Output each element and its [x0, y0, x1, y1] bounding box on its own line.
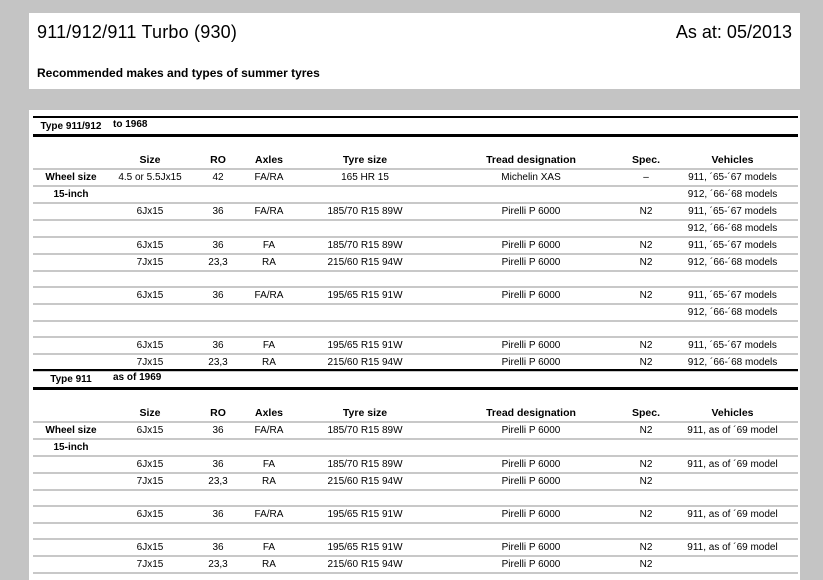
document-date: As at: 05/2013	[675, 22, 792, 42]
cell-ro: 23,3	[191, 355, 245, 372]
section-type-label: Type 911/912	[40, 121, 102, 132]
spacer-cell	[109, 491, 191, 507]
cell-spec	[625, 221, 667, 238]
cell-spec	[625, 187, 667, 204]
section-rule-bottom	[33, 387, 798, 390]
cell-spec: N2	[625, 238, 667, 255]
cell-size	[109, 187, 191, 204]
cell-size: 6Jx15	[109, 338, 191, 355]
cell-size: 7Jx15	[109, 255, 191, 272]
table-row	[33, 204, 798, 221]
cell-tread: Michelin XAS	[437, 170, 625, 187]
section-period-label: to 1968	[113, 119, 148, 130]
table-row	[33, 457, 798, 474]
cell-label	[33, 457, 109, 474]
section-type-label: Type 911	[50, 374, 92, 385]
cell-ro: 36	[191, 540, 245, 557]
spacer-cell	[293, 322, 437, 338]
cell-axles	[245, 221, 293, 238]
cell-size: 7Jx15	[109, 557, 191, 574]
spacer-cell	[245, 272, 293, 288]
column-header-tread-designation: Tread designation	[437, 406, 625, 423]
cell-ro: 36	[191, 457, 245, 474]
table-row	[33, 474, 798, 491]
cell-ro: 36	[191, 507, 245, 524]
cell-axles: FA/RA	[245, 170, 293, 187]
cell-vehicles: 912, ´66-´68 models	[667, 355, 798, 372]
column-header-size: Size	[109, 406, 191, 423]
cell-spec: N2	[625, 540, 667, 557]
tyre-table-page	[29, 110, 800, 580]
cell-spec	[625, 305, 667, 322]
column-header-spec: Spec.	[625, 406, 667, 423]
table-row	[33, 288, 798, 305]
cell-tread	[437, 440, 625, 457]
cell-label	[33, 540, 109, 557]
cell-ro: 23,3	[191, 474, 245, 491]
cell-spec: N2	[625, 557, 667, 574]
cell-label	[33, 507, 109, 524]
cell-size: 6Jx15	[109, 204, 191, 221]
cell-tread: Pirelli P 6000	[437, 423, 625, 440]
column-header-axles: Axles	[245, 406, 293, 423]
table-spacer-row	[33, 524, 798, 540]
cell-tyre	[293, 440, 437, 457]
cell-tyre: 185/70 R15 89W	[293, 423, 437, 440]
spacer-cell	[191, 524, 245, 540]
column-header-tyre-size: Tyre size	[293, 153, 437, 170]
cell-ro: 36	[191, 288, 245, 305]
cell-size: 6Jx15	[109, 507, 191, 524]
spacer-cell	[109, 524, 191, 540]
table-row	[33, 305, 798, 322]
cell-tread: Pirelli P 6000	[437, 355, 625, 372]
spacer-cell	[109, 322, 191, 338]
cell-label	[33, 338, 109, 355]
cell-axles: RA	[245, 355, 293, 372]
cell-ro	[191, 440, 245, 457]
column-header-axles: Axles	[245, 153, 293, 170]
column-header-ro: RO	[191, 406, 245, 423]
cell-vehicles: 911, ´65-´67 models	[667, 338, 798, 355]
spacer-cell	[667, 322, 798, 338]
spacer-cell	[625, 491, 667, 507]
document-subtitle: Recommended makes and types of summer tyres	[37, 66, 320, 80]
table-row	[33, 540, 798, 557]
cell-size: 7Jx15	[109, 474, 191, 491]
tyre-table	[33, 153, 798, 372]
cell-vehicles: 912, ´66-´68 models	[667, 305, 798, 322]
cell-size: 7Jx15	[109, 355, 191, 372]
spacer-cell	[33, 524, 109, 540]
spacer-cell	[625, 272, 667, 288]
cell-label: 15-inch	[33, 187, 109, 204]
column-header-vehicles: Vehicles	[667, 406, 798, 423]
spacer-cell	[191, 322, 245, 338]
cell-tyre	[293, 187, 437, 204]
cell-axles	[245, 187, 293, 204]
cell-axles	[245, 440, 293, 457]
spacer-cell	[33, 322, 109, 338]
column-header-ro: RO	[191, 153, 245, 170]
cell-tyre	[293, 305, 437, 322]
cell-spec: N2	[625, 255, 667, 272]
cell-label: Wheel size	[33, 423, 109, 440]
column-header-tread-designation: Tread designation	[437, 153, 625, 170]
cell-size: 6Jx15	[109, 457, 191, 474]
cell-tread: Pirelli P 6000	[437, 288, 625, 305]
cell-ro: 36	[191, 204, 245, 221]
cell-axles: FA/RA	[245, 288, 293, 305]
cell-tyre: 195/65 R15 91W	[293, 288, 437, 305]
cell-axles: RA	[245, 557, 293, 574]
cell-tyre: 195/65 R15 91W	[293, 507, 437, 524]
spacer-cell	[437, 322, 625, 338]
cell-label	[33, 305, 109, 322]
cell-tyre: 215/60 R15 94W	[293, 355, 437, 372]
cell-label	[33, 557, 109, 574]
table-row	[33, 507, 798, 524]
column-header-spec: Spec.	[625, 153, 667, 170]
cell-ro	[191, 187, 245, 204]
cell-tread: Pirelli P 6000	[437, 338, 625, 355]
cell-tread: Pirelli P 6000	[437, 507, 625, 524]
cell-size: 6Jx15	[109, 288, 191, 305]
spacer-cell	[293, 524, 437, 540]
table-row	[33, 221, 798, 238]
table-spacer-row	[33, 491, 798, 507]
cell-label	[33, 255, 109, 272]
document-header	[29, 13, 800, 89]
cell-axles: FA/RA	[245, 204, 293, 221]
table-row	[33, 255, 798, 272]
cell-vehicles: 911, as of ´69 model	[667, 540, 798, 557]
cell-ro	[191, 221, 245, 238]
cell-axles: FA	[245, 540, 293, 557]
spacer-cell	[293, 272, 437, 288]
cell-tread: Pirelli P 6000	[437, 255, 625, 272]
spacer-cell	[245, 491, 293, 507]
cell-spec: N2	[625, 355, 667, 372]
cell-vehicles: 912, ´66-´68 models	[667, 221, 798, 238]
cell-spec: N2	[625, 423, 667, 440]
cell-label: 15-inch	[33, 440, 109, 457]
section-rule-top	[33, 369, 798, 371]
cell-vehicles: 911, as of ´69 model	[667, 423, 798, 440]
column-header-row	[33, 406, 798, 423]
cell-spec: N2	[625, 338, 667, 355]
cell-axles: FA	[245, 238, 293, 255]
cell-tread: Pirelli P 6000	[437, 457, 625, 474]
spacer-cell	[245, 322, 293, 338]
cell-tyre	[293, 221, 437, 238]
cell-ro: 36	[191, 423, 245, 440]
cell-ro: 36	[191, 238, 245, 255]
cell-label	[33, 221, 109, 238]
spacer-cell	[437, 491, 625, 507]
cell-spec: –	[625, 170, 667, 187]
column-header-blank	[33, 406, 109, 423]
cell-spec: N2	[625, 204, 667, 221]
table-row	[33, 170, 798, 187]
cell-tread: Pirelli P 6000	[437, 238, 625, 255]
cell-axles: FA	[245, 338, 293, 355]
cell-ro: 42	[191, 170, 245, 187]
cell-vehicles: 911, ´65-´67 models	[667, 238, 798, 255]
cell-vehicles	[667, 440, 798, 457]
cell-size	[109, 440, 191, 457]
section-rule-bottom	[33, 134, 798, 137]
section-header-bar	[33, 369, 798, 391]
spacer-cell	[437, 272, 625, 288]
cell-label: Wheel size	[33, 170, 109, 187]
table-spacer-row	[33, 322, 798, 338]
spacer-cell	[33, 272, 109, 288]
cell-tread	[437, 305, 625, 322]
cell-size	[109, 221, 191, 238]
cell-tyre: 215/60 R15 94W	[293, 557, 437, 574]
section-header-bar	[33, 116, 798, 138]
cell-size	[109, 305, 191, 322]
spacer-cell	[667, 491, 798, 507]
tyre-table	[33, 406, 798, 574]
column-header-tyre-size: Tyre size	[293, 406, 437, 423]
spacer-cell	[625, 322, 667, 338]
cell-tyre: 185/70 R15 89W	[293, 238, 437, 255]
cell-vehicles: 911, ´65-´67 models	[667, 288, 798, 305]
cell-axles: RA	[245, 255, 293, 272]
cell-spec: N2	[625, 288, 667, 305]
cell-axles: RA	[245, 474, 293, 491]
cell-spec: N2	[625, 507, 667, 524]
cell-ro: 36	[191, 338, 245, 355]
cell-vehicles: 911, as of ´69 model	[667, 507, 798, 524]
cell-label	[33, 238, 109, 255]
column-header-vehicles: Vehicles	[667, 153, 798, 170]
cell-tread	[437, 187, 625, 204]
column-header-row	[33, 153, 798, 170]
spacer-cell	[667, 272, 798, 288]
cell-ro	[191, 305, 245, 322]
table-row	[33, 187, 798, 204]
spacer-cell	[625, 524, 667, 540]
section-period-label: as of 1969	[113, 372, 162, 383]
cell-tyre: 195/65 R15 91W	[293, 338, 437, 355]
column-header-size: Size	[109, 153, 191, 170]
cell-spec: N2	[625, 457, 667, 474]
cell-vehicles: 911, as of ´69 model	[667, 457, 798, 474]
cell-ro: 23,3	[191, 557, 245, 574]
spacer-cell	[293, 491, 437, 507]
spacer-cell	[33, 491, 109, 507]
cell-tread: Pirelli P 6000	[437, 474, 625, 491]
table-row	[33, 238, 798, 255]
cell-size: 6Jx15	[109, 540, 191, 557]
spacer-cell	[191, 272, 245, 288]
cell-vehicles	[667, 474, 798, 491]
cell-tyre: 165 HR 15	[293, 170, 437, 187]
cell-tyre: 215/60 R15 94W	[293, 474, 437, 491]
cell-size: 6Jx15	[109, 423, 191, 440]
cell-tread: Pirelli P 6000	[437, 540, 625, 557]
cell-tyre: 185/70 R15 89W	[293, 204, 437, 221]
cell-axles: FA/RA	[245, 507, 293, 524]
table-row	[33, 557, 798, 574]
cell-ro: 23,3	[191, 255, 245, 272]
table-row	[33, 338, 798, 355]
cell-tread: Pirelli P 6000	[437, 204, 625, 221]
spacer-cell	[437, 524, 625, 540]
cell-label	[33, 204, 109, 221]
cell-tread: Pirelli P 6000	[437, 557, 625, 574]
table-spacer-row	[33, 272, 798, 288]
section-rule-top	[33, 116, 798, 118]
cell-size: 4.5 or 5.5Jx15	[109, 170, 191, 187]
spacer-cell	[667, 524, 798, 540]
cell-tyre: 195/65 R15 91W	[293, 540, 437, 557]
spacer-cell	[191, 491, 245, 507]
cell-label	[33, 288, 109, 305]
cell-tyre: 215/60 R15 94W	[293, 255, 437, 272]
spacer-cell	[245, 524, 293, 540]
cell-spec	[625, 440, 667, 457]
cell-axles: FA	[245, 457, 293, 474]
cell-vehicles: 912, ´66-´68 models	[667, 255, 798, 272]
cell-vehicles	[667, 557, 798, 574]
table-row	[33, 440, 798, 457]
cell-vehicles: 911, ´65-´67 models	[667, 204, 798, 221]
cell-spec: N2	[625, 474, 667, 491]
cell-label	[33, 474, 109, 491]
cell-tyre: 185/70 R15 89W	[293, 457, 437, 474]
cell-vehicles: 912, ´66-´68 models	[667, 187, 798, 204]
column-header-blank	[33, 153, 109, 170]
table-row	[33, 423, 798, 440]
cell-vehicles: 911, ´65-´67 models	[667, 170, 798, 187]
cell-axles: FA/RA	[245, 423, 293, 440]
cell-axles	[245, 305, 293, 322]
spacer-cell	[109, 272, 191, 288]
document-title: 911/912/911 Turbo (930)	[37, 22, 238, 42]
cell-tread	[437, 221, 625, 238]
cell-size: 6Jx15	[109, 238, 191, 255]
